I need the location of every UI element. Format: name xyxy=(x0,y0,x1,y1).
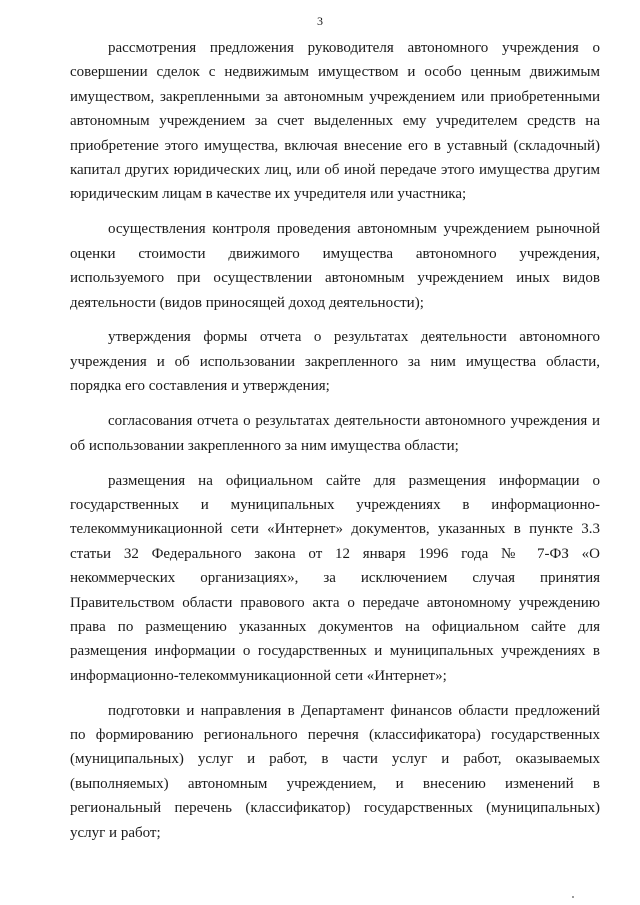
scan-dot xyxy=(572,896,574,898)
paragraph-report-agreement: согласования отчета о результатах деятельности автономного учреждения и об использовании закрепленного за ним имущества области; xyxy=(70,413,600,454)
paragraph-services-classifier: подготовки и направления в Департамент финансов области предложений по формированию регионального перечня (классификатора) государственных (муниципальных) услуг и работ, в части услуг и работ, оказываемых (выполняемых) автономным учреждением, и внесению изменений в региональный перечень (классификатор) государственных (муниципальных) услуг и работ; xyxy=(70,702,600,841)
paragraph-valuation-control: осуществления контроля проведения автономным учреждением рыночной оценки стоимости движимого имущества автономного учреждения, используемого при осуществлении автономным учреждением иных видов деятельности (видов приносящей доход деятельности); xyxy=(70,221,600,311)
document-body xyxy=(70,36,600,856)
paragraph-website-publication: размещения на официальном сайте для размещения информации о государственных и муниципальных учреждениях в информационно-телекоммуникационной сети «Интернет» документов, указанных в пункте 3.3 статьи 32 Федерального закона от 12 января 1996 года № 7-ФЗ «О некоммерческих организациях», за исключением случая принятия Правительством области правового акта о передаче автономному учреждению права по размещению указанных документов на официальном сайте для размещения информации о государственных и муниципальных учреждениях в информационно-телекоммуникационной сети «Интернет»; xyxy=(70,472,600,684)
page-number: 3 xyxy=(317,14,323,28)
paragraph-review-transactions: рассмотрения предложения руководителя автономного учреждения о совершении сделок с недвижимым имуществом и особо ценным движимым имуществом, закрепленными за автономным учреждением или приобретенными автономным учреждением за счет выделенных ему учредителем средств на приобретение этого имущества, включая внесение его в уставный (складочный) капитал других юридических лиц, или об иной передаче этого имущества другим юридическим лицам в качестве их учредителя или участника; xyxy=(70,40,600,203)
paragraph-report-form-approval: утверждения формы отчета о результатах деятельности автономного учреждения и об использовании закрепленного за ним имущества области, порядка его составления и утверждения; xyxy=(70,329,600,395)
